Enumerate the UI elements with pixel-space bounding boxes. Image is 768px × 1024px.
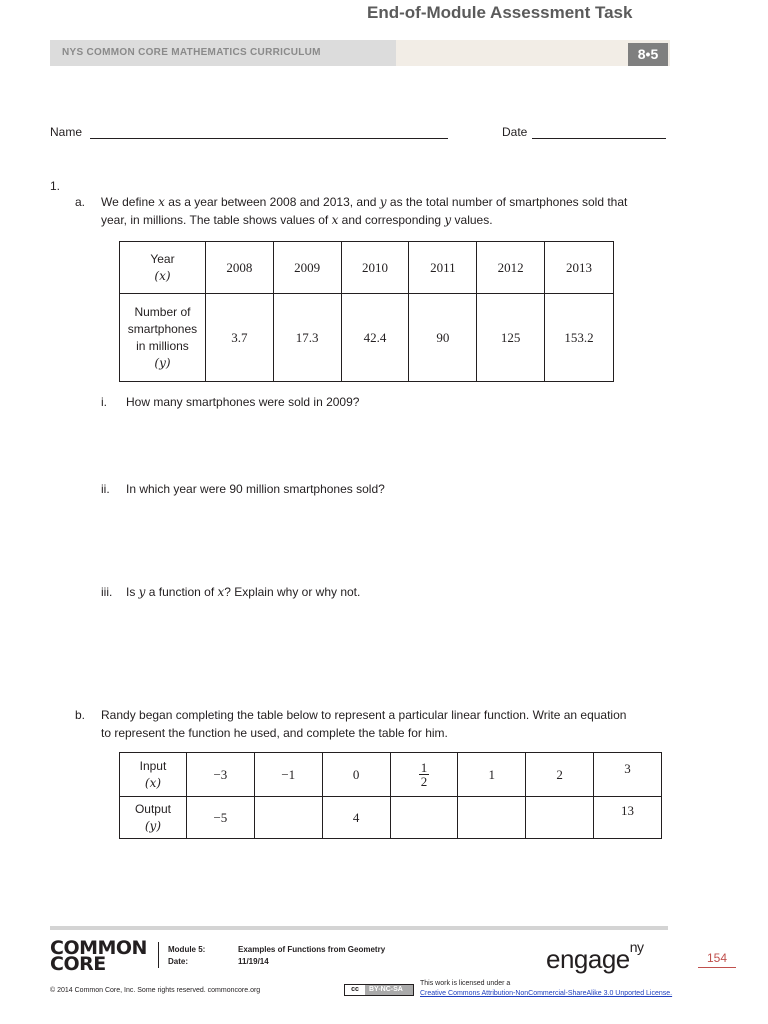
smartphone-table [119, 241, 614, 382]
subpart-ii-number: ii. [101, 482, 110, 496]
value-cell: 3.7 [205, 294, 273, 382]
table-row [120, 753, 662, 797]
input-cell: −3 [186, 753, 254, 797]
name-label: Name [50, 125, 83, 139]
output-cell: 4 [322, 797, 390, 839]
input-header: Input (x) [120, 753, 187, 797]
year-cell: 2013 [545, 242, 614, 294]
subpart-ii-text: In which year were 90 million smartphones sold? [126, 482, 385, 496]
linear-function-table [119, 752, 662, 839]
module-value: Examples of Functions from Geometry [238, 945, 386, 954]
table-row [120, 294, 614, 382]
subpart-i-text: How many smartphones were sold in 2009? [126, 395, 360, 409]
subpart-i-number: i. [101, 395, 107, 409]
part-b-prompt: Randy began completing the table below to represent a particular linear function. Write an equation to represent the function he used, and complete the table for him. [101, 708, 627, 740]
license-text: This work is licensed under a [420, 980, 511, 987]
input-cell: 2 [526, 753, 594, 797]
value-cell: 125 [477, 294, 545, 382]
value-cell: 90 [409, 294, 477, 382]
value-cell: 17.3 [273, 294, 341, 382]
page-number: 154 [698, 951, 736, 968]
header-bar [50, 40, 670, 66]
module-label: Module 5: [168, 945, 206, 954]
subpart-iii-number: iii. [101, 585, 113, 599]
page-title: End-of-Module Assessment Task [367, 3, 633, 22]
part-b-letter: b. [75, 708, 86, 722]
value-cell: 153.2 [545, 294, 614, 382]
output-header: Output (y) [120, 797, 187, 839]
year-cell: 2008 [205, 242, 273, 294]
input-cell: 1 [458, 753, 526, 797]
output-cell-blank[interactable] [254, 797, 322, 839]
output-cell-blank[interactable] [458, 797, 526, 839]
date-label: Date [502, 125, 528, 139]
smartphones-header: Number of smartphones in millions (y) [120, 294, 206, 382]
input-cell: −1 [254, 753, 322, 797]
part-a-prompt: We define x as a year between 2008 and 2013, and y as the total number of smartphones sold that year, in millions. The table shows values of x and corresponding y values. [101, 195, 628, 227]
name-field-line[interactable] [90, 138, 448, 139]
output-cell: −5 [186, 797, 254, 839]
input-cell-fraction [390, 753, 458, 797]
license-link[interactable]: Creative Commons Attribution-NonCommercial-ShareAlike 3.0 Unported License. [420, 990, 673, 997]
footer-date-label: Date: [168, 957, 189, 966]
part-a-letter: a. [75, 195, 86, 209]
output-cell: 13 [594, 797, 662, 839]
year-cell: 2011 [409, 242, 477, 294]
subpart-iii-text: Is y a function of x? Explain why or why not. [126, 585, 361, 599]
date-field-line[interactable] [532, 138, 666, 139]
year-cell: 2009 [273, 242, 341, 294]
common-core-logo: COMMON CORE [50, 937, 147, 975]
table-row [120, 797, 662, 839]
table-row [120, 242, 614, 294]
fraction: $\frac{1}{2}$ [420, 759, 428, 789]
output-cell-blank[interactable] [390, 797, 458, 839]
year-header: Year (x) [120, 242, 206, 294]
footer-divider [50, 926, 668, 930]
cc-license-icon: cc BY-NC-SA [344, 984, 414, 996]
footer-date-value: 11/19/14 [238, 957, 269, 966]
year-cell: 2012 [477, 242, 545, 294]
copyright-text: © 2014 Common Core, Inc. Some rights reserved. commoncore.org [50, 987, 261, 994]
question-number: 1. [50, 179, 61, 193]
input-cell: 3 [594, 753, 662, 797]
input-cell: 0 [322, 753, 390, 797]
module-badge: 8•5 [628, 43, 668, 66]
footer-vertical-divider [158, 942, 159, 968]
curriculum-label: NYS COMMON CORE MATHEMATICS CURRICULUM [62, 47, 321, 58]
year-cell: 2010 [341, 242, 409, 294]
output-cell-blank[interactable] [526, 797, 594, 839]
engage-ny-logo: engage$^{ny}$ [546, 939, 644, 974]
value-cell: 42.4 [341, 294, 409, 382]
